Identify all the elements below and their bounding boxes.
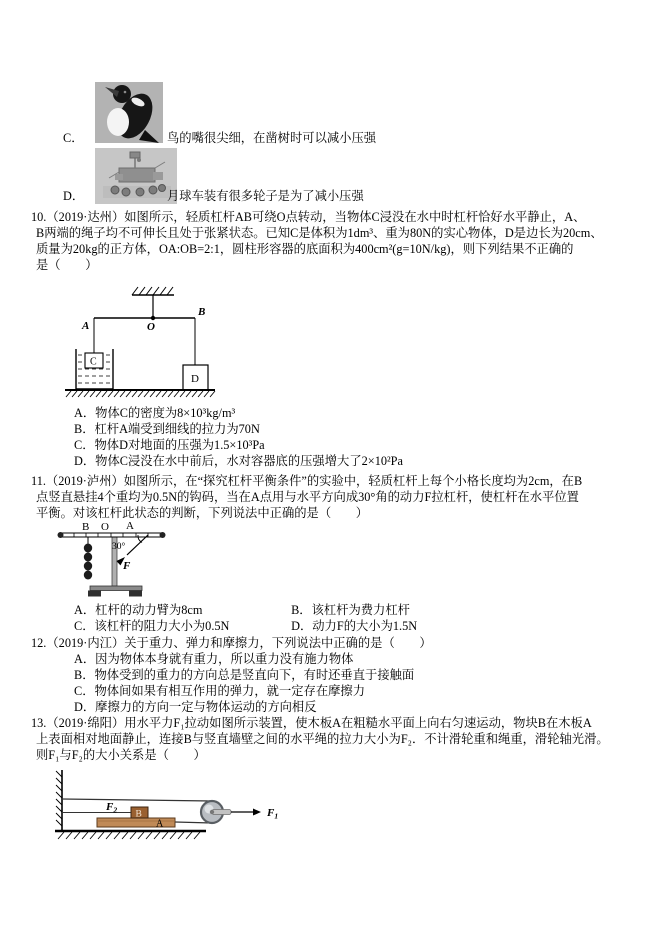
force-label: F (123, 560, 131, 572)
block-b-label: B (135, 809, 142, 820)
q13-line: 13.（2019·绵阳）用水平力F₁拉动如图所示装置，使木板A在粗糙水平面上向右匀速运动，物块B在木板A (31, 716, 592, 730)
q12-option-d: D．摩擦力的方向一定与物体运动的方向相反 (74, 700, 317, 714)
f1-arrowhead (253, 809, 261, 816)
label-c: C (90, 356, 97, 368)
label-o: O (101, 521, 109, 533)
balance-nut-right (160, 532, 166, 538)
q12-option-a: A．因为物体本身就有重力，所以重力没有施力物体 (74, 652, 354, 666)
question-10-options (74, 405, 403, 469)
q10-line: 10.（2019·达州）如图所示，轻质杠杆AB可绕O点转动，当物体C浸没在水中时杠杆恰好水平静止，A、 (31, 210, 586, 224)
q11-lever-stand-diagram (33, 521, 233, 603)
option-c-caption: 鸟的嘴很尖细，在凿树时可以减小压强 (167, 131, 377, 145)
plank-a-label: A (156, 818, 164, 830)
q10-lever-diagram (58, 283, 298, 403)
q10-line: B两端的绳子均不可伸长且处于张紧状态。已知C是体积为1dm³、重为80N的实心物体，D是边长为20cm、 (36, 226, 603, 240)
q11-option-b: B．该杠杆为费力杠杆 (291, 603, 410, 617)
wall-hatch (56, 771, 62, 826)
label-o: O (147, 321, 155, 333)
q10-option-b: B．杠杆A端受到细线的拉力为70N (74, 422, 260, 436)
option-c-label: C． (63, 131, 84, 145)
q11-option-d: D．动力F的大小为1.5N (291, 619, 418, 633)
question-12-stem: 12.（2019·内江）关于重力、弹力和摩擦力，下列说法中正确的是（ ） (31, 636, 432, 650)
label-b: B (198, 306, 206, 318)
q11-line: 11.（2019·泸州）如图所示，在“探究杠杆平衡条件”的实验中，轻质杠杆上每个小格长度均为2cm，在B (31, 474, 583, 488)
q10-option-d: D．物体C浸没在水中前后，水对容器底的压强增大了2×10²Pa (74, 454, 403, 468)
option-d-caption: 月球车装有很多轮子是为了减小压强 (167, 189, 364, 203)
q13-line: 上表面相对地面静止，连接B与竖直墙壁之间的水平绳的拉力大小为F₂．不计滑轮重和绳重，滑轮轴光滑。 (36, 732, 609, 746)
balance-nut-left (58, 532, 64, 538)
force-f1-label: $F_1$ (267, 807, 279, 821)
question-12-options (74, 651, 414, 715)
label-a: A (126, 520, 134, 532)
ground-hatch (58, 832, 200, 839)
option-d-label: D． (63, 189, 85, 203)
pulley-axle (212, 810, 231, 815)
q10-line: 是（ ） (36, 258, 98, 272)
q12-option-c: C．物体间如果有相互作用的弹力，就一定存在摩擦力 (74, 684, 366, 698)
q11-line: 平衡。对该杠杆此状态的判断，下列说法中正确的是（ ） (36, 506, 369, 520)
ground-hatch (66, 391, 215, 397)
q13-pulley-diagram (48, 768, 298, 860)
label-d: D (191, 373, 199, 385)
q11-line: 点竖直悬挂4个重均为0.5N的钩码，当在A点用与水平方向成30°角的动力F拉杠杆，使杠杆在水平位置 (36, 490, 579, 504)
q12-option-b: B．物体受到的重力的方向总是竖直向下，有时还垂直于接触面 (74, 668, 415, 682)
force-f2-label: $F_2$ (106, 801, 118, 815)
question-10-stem (31, 209, 603, 273)
q11-option-c: C．该杠杆的阻力大小为0.5N (74, 619, 230, 633)
q10-option-c: C．物体D对地面的压强为1.5×10³Pa (74, 438, 265, 452)
angle-label: 30° (112, 542, 126, 552)
weights-chain (84, 537, 92, 580)
question-11-stem (31, 473, 582, 521)
label-a: A (82, 320, 90, 332)
question-11-options (74, 602, 417, 634)
question-13-stem (31, 715, 609, 763)
pivot-dot (151, 316, 155, 320)
q10-line: 质量为20kg的正方体，OA:OB=2:1，圆柱形容器的底面积为400cm²(g=10N/kg)，则下列结果不正确的 (36, 242, 574, 256)
lunar-rover-photo (95, 148, 177, 204)
bird-photo (95, 82, 163, 143)
label-b: B (82, 521, 90, 533)
q10-option-a: A．物体C的密度为8×10³kg/m³ (74, 406, 236, 420)
q11-option-a: A．杠杆的动力臂为8cm (74, 603, 203, 617)
q13-line: 则F₁与F₂的大小关系是（ ） (36, 748, 206, 762)
